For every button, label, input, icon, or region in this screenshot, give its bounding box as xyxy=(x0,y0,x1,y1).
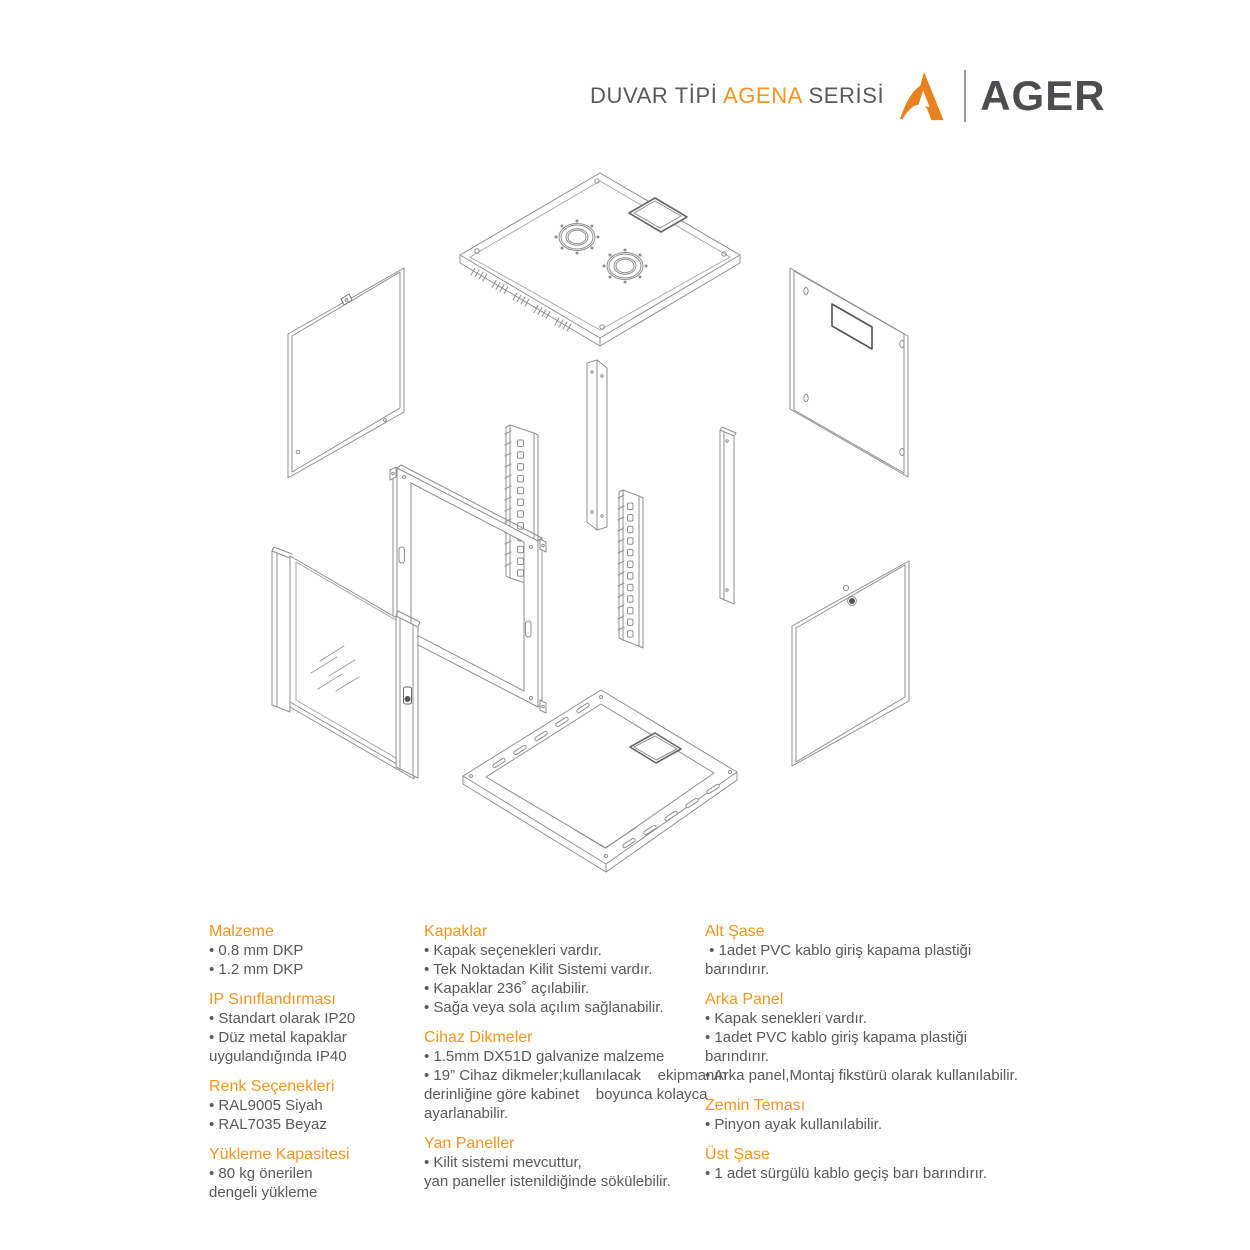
spec-line: yan paneller istenildiğinde sökülebilir. xyxy=(424,1173,671,1190)
spec-line: • RAL9005 Siyah xyxy=(209,1097,323,1114)
spec-line: • Kapak senekleri vardır. xyxy=(705,1010,867,1027)
spec-line: • Düz metal kapaklar xyxy=(209,1029,347,1046)
spec-line: • 1adet PVC kablo giriş kapama plastiği xyxy=(705,1029,968,1046)
title-series-name: AGENA xyxy=(722,83,802,108)
right-side-panel-drawing xyxy=(792,561,909,766)
handle-cutout-icon xyxy=(526,621,532,637)
spec-line: • Kapak seçenekleri vardır. xyxy=(424,942,602,959)
spec-line: • 80 kg önerilen xyxy=(209,1165,313,1182)
spec-line: • 1adet PVC kablo giriş kapama plastiği xyxy=(705,942,972,959)
spec-heading: Cihaz Dikmeler xyxy=(424,1029,533,1046)
spec-line: • 1.5mm DX51D galvanize malzeme xyxy=(424,1048,665,1065)
spec-heading: Zemin Teması xyxy=(705,1097,806,1114)
door-lock-icon xyxy=(404,687,412,704)
spec-heading: Arka Panel xyxy=(705,991,784,1008)
spec-column-left xyxy=(209,922,414,1202)
corner-profile-drawing xyxy=(587,360,607,530)
spec-line: • Sağa veya sola açılım sağlanabilir. xyxy=(424,999,664,1016)
spec-line: • Pinyon ayak kullanılabilir. xyxy=(705,1116,883,1133)
spec-heading: IP Sınıflandırması xyxy=(209,991,336,1008)
spec-line: • Kapaklar 236˚ açılabilir. xyxy=(424,980,590,997)
spec-line: derinliğine göre kabinet boyunca kolayca xyxy=(424,1086,708,1103)
bottom-chassis-drawing xyxy=(463,690,737,872)
title-prefix: DUVAR TİPİ xyxy=(590,83,723,108)
left-side-panel-drawing xyxy=(288,268,404,478)
spec-line: • 19” Cihaz dikmeler;kullanılacak ekipmanın xyxy=(424,1067,727,1084)
spec-line: dengeli yükleme xyxy=(209,1184,318,1201)
spec-line: barındırır. xyxy=(705,1048,770,1065)
spec-line: • RAL7035 Beyaz xyxy=(209,1116,327,1133)
spec-heading: Kapaklar xyxy=(424,923,488,940)
spec-heading: Malzeme xyxy=(209,923,274,940)
spec-column-right xyxy=(705,922,1050,1183)
spec-heading: Üst Şase xyxy=(705,1146,770,1163)
spec-line: • 1 adet sürgülü kablo geçiş barı barındırır. xyxy=(705,1165,988,1182)
spec-line: ayarlanabilir. xyxy=(424,1105,509,1122)
spec-line: • 0.8 mm DKP xyxy=(209,942,304,959)
handle-cutout-icon xyxy=(399,547,405,563)
brand-name: AGER xyxy=(980,72,1106,119)
spec-heading: Yan Paneller xyxy=(424,1135,515,1152)
rear-panel-drawing xyxy=(790,268,908,477)
spec-line: • Tek Noktadan Kilit Sistemi vardır. xyxy=(424,961,653,978)
spec-line: • Arka panel,Montaj fikstürü olarak kullanılabilir. xyxy=(705,1067,1018,1084)
spec-line: barındırır. xyxy=(705,961,770,978)
spec-line: • 1.2 mm DKP xyxy=(209,961,304,978)
title-suffix: SERİSİ xyxy=(801,83,885,108)
support-profile-drawing xyxy=(720,427,736,604)
spec-line: • Kilit sistemi mevcuttur, xyxy=(424,1154,582,1171)
spec-column-middle xyxy=(424,922,727,1191)
top-panel-drawing xyxy=(460,173,740,346)
spec-heading: Yükleme Kapasitesi xyxy=(209,1146,350,1163)
spec-heading: Alt Şase xyxy=(705,923,765,940)
spec-line: uygulandığında IP40 xyxy=(209,1048,347,1065)
rack-rail-rear-drawing xyxy=(618,490,643,648)
spec-heading: Renk Seçenekleri xyxy=(209,1078,335,1095)
spec-line: • Standart olarak IP20 xyxy=(209,1010,356,1027)
